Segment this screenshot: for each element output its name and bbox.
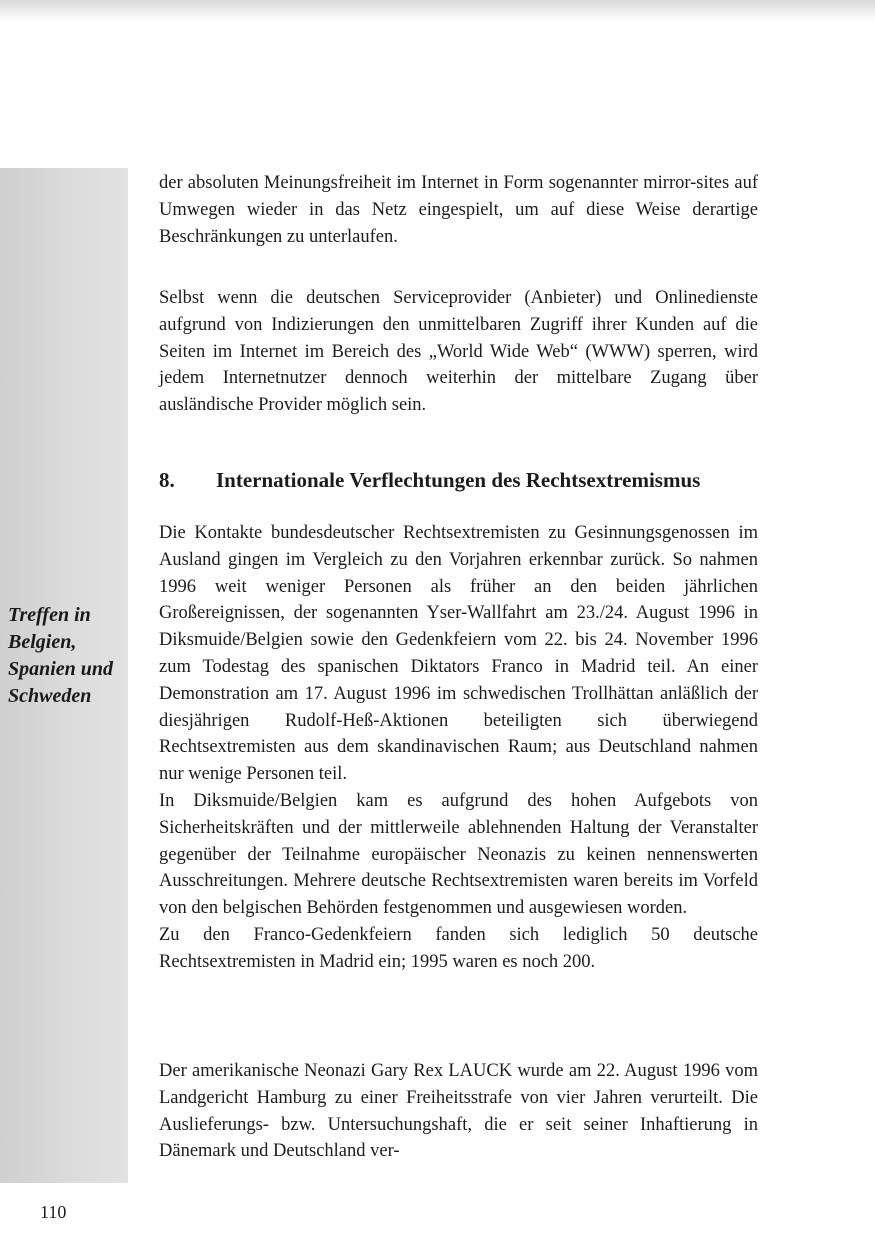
intro-paragraph: der absoluten Meinungsfreiheit im Internet in Form sogenannter mirror-sites auf Umwegen wieder in das Netz eingespielt, um auf diese Weise derartige Beschränkungen zu unterlaufen. [159, 173, 758, 247]
section-number: 8. [159, 468, 175, 492]
contacts-paragraph: Die Kontakte bundesdeutscher Rechtsextremisten zu Gesinnungsgenossen im Ausland gingen im Vergleich zu den Vorjahren erkennbar zurück. So nahmen 1996 weit weniger Personen als früher an den beiden jährlichen Großereignissen, der sogenannten Yser-Wallfahrt am 23./24. August 1996 in Diksmuide/Belgien sowie den Gedenkfeiern vom 22. bis 24. November 1996 zum Todestag des spanischen Diktators Franco in Madrid teil. An einer Demonstration am 17. August 1996 im schwedischen Trollhättan anläßlich der diesjährigen Rudolf-Heß-Aktionen beteiligten sich überwiegend Rechtsextremisten aus dem skandinavischen Raum; aus Deutschland nahmen nur wenige Personen teil. [159, 523, 758, 785]
provider-paragraph: Selbst wenn die deutschen Serviceprovider (Anbieter) und Onlinedienste aufgrund von Indizierungen den unmittelbaren Zugriff ihrer Kunden auf die Seiten im Internet im Bereich des „World Wide Web“ (WWW) sperren, wird jedem Internetnutzer dennoch weiterhin der mittelbare Zugang über ausländische Provider möglich sein. [159, 288, 758, 416]
lauck-paragraph: Der amerikanische Neonazi Gary Rex LAUCK wurde am 22. August 1996 vom Landgericht Hamburg zu einer Freiheitsstrafe von vier Jahren verurteilt. Die Auslieferungs- bzw. Untersuchungshaft, die er seit seiner Inhaftierung in Dänemark und Deutschland ver- [159, 1061, 758, 1162]
scan-top-edge [0, 0, 875, 22]
lauck-block [159, 1058, 758, 1165]
intro-block [159, 170, 758, 250]
franco-paragraph: Zu den Franco-Gedenkfeiern fanden sich lediglich 50 deutsche Rechtsextremisten in Madrid ein; 1995 waren es noch 200. [159, 924, 758, 972]
margin-note-line: Schweden [8, 685, 92, 707]
margin-note-line: Treffen in [8, 604, 91, 626]
section-heading [159, 466, 769, 494]
margin-note-line: Belgien, [8, 631, 77, 653]
diksmuide-paragraph: In Diksmuide/Belgien kam es aufgrund des hohen Aufgebots von Sicherheitskräften und der mittlerweile ablehnenden Haltung der Veranstalter gegenüber der Teilnahme europäischer Neonazis zu keinen nennenswerten Ausschreitungen. Mehrere deutsche Rechtsextremisten waren bereits im Vorfeld von den belgischen Behörden festgenommen und ausgewiesen worden. [159, 790, 758, 919]
section-title: Internationale Verflechtungen des Rechtsextremismus [216, 468, 701, 492]
margin-note-line: Spanien und [8, 658, 114, 680]
margin-note [8, 602, 126, 710]
page-number: 110 [40, 1202, 67, 1222]
contacts-block [159, 520, 758, 976]
provider-block [159, 285, 758, 419]
